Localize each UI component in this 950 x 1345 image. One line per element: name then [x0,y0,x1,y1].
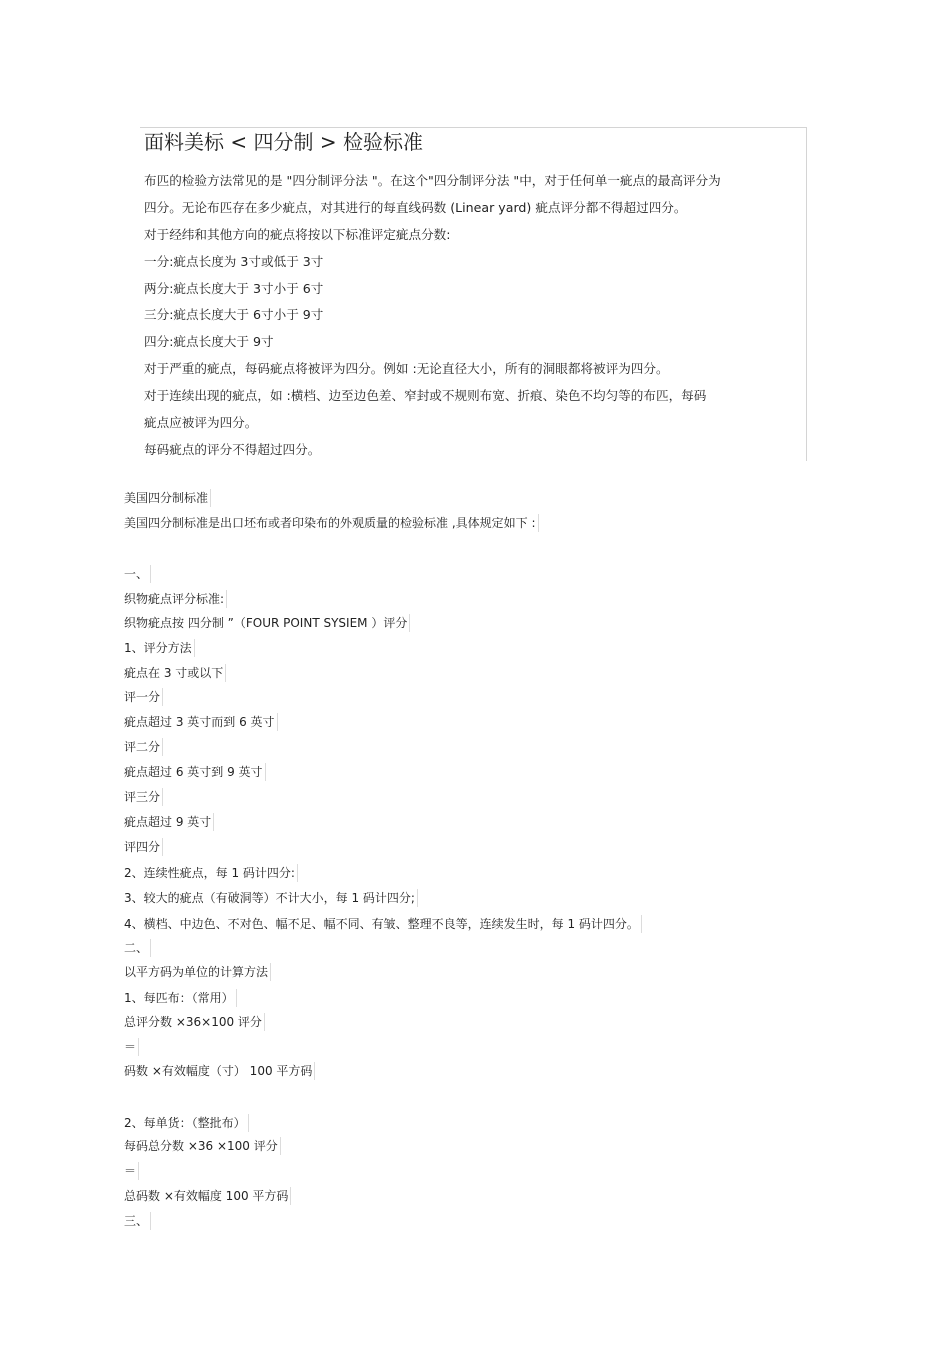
intro-line: 两分:疵点长度大于 3寸小于 6寸 [144,281,324,296]
intro-line: 布匹的检验方法常见的是 "四分制评分法 "。在这个"四分制评分法 "中，对于任何单一疵点的最高评分为 [144,173,721,188]
intro-line: 三分:疵点长度大于 6寸小于 9寸 [144,307,324,322]
intro-line: 对于经纬和其他方向的疵点将按以下标准评定疵点分数: [144,227,451,242]
text-line: 织物疵点评分标准: [124,590,227,608]
section-heading: 美国四分制标准 [124,489,211,507]
text-line: 评四分 [124,838,163,856]
section-number: 二、 [124,939,151,957]
formula-denominator: 码数 ×有效幅度（寸） 100 平方码 [124,1062,315,1080]
intro-line: 一分:疵点长度为 3寸或低于 3寸 [144,254,324,269]
text-line: 3、较大的疵点（有破洞等）不计大小，每 1 码计四分; [124,889,418,907]
intro-line: 四分:疵点长度大于 9寸 [144,334,274,349]
intro-line: 每码疵点的评分不得超过四分。 [144,442,321,457]
formula-equals: ＝ [124,1162,139,1180]
text-line: 2、每单货：（整批布） [124,1114,249,1132]
text-line: 美国四分制标准是出口坯布或者印染布的外观质量的检验标准 ,具体规定如下 : [124,514,539,532]
intro-line: 对于连续出现的疵点，如 :横档、边至边色差、窄封或不规则布宽、折痕、染色不均匀等的布匹，每码 [144,388,707,403]
text-line: 疵点超过 3 英寸而到 6 英寸 [124,713,278,731]
formula-denominator: 总码数 ×有效幅度 100 平方码 [124,1187,291,1205]
text-line: 1、评分方法 [124,639,195,657]
text-line: 疵点在 3 寸或以下 [124,664,226,682]
text-line: 4、横档、中边色、不对色、幅不足、幅不同、有皱、整理不良等，连续发生时，每 1 码计四分。 [124,915,642,933]
formula-numerator: 每码总分数 ×36 ×100 评分 [124,1137,281,1155]
intro-line: 对于严重的疵点，每码疵点将被评为四分。例如 :无论直径大小，所有的洞眼都将被评为四分。 [144,361,669,376]
text-line: 以平方码为单位的计算方法 [124,963,271,981]
text-line: 2、连续性疵点，每 1 码计四分: [124,864,298,882]
page-title: 面料美标 < 四分制 > 检验标准 [144,130,423,154]
text-line: 织物疵点按 四分制 ”（FOUR POINT SYSIEM ）评分 [124,614,410,632]
text-line: 1、每匹布：（常用） [124,989,237,1007]
text-line: 评二分 [124,738,163,756]
section-number: 一、 [124,565,151,583]
text-line: 疵点超过 9 英寸 [124,813,214,831]
text-line: 疵点超过 6 英寸到 9 英寸 [124,763,266,781]
text-line: 评三分 [124,788,163,806]
section-number: 三、 [124,1212,151,1230]
intro-line: 四分。无论布匹存在多少疵点，对其进行的每直线码数 (Linear yard) 疵点评分都不得超过四分。 [144,200,687,215]
formula-equals: ＝ [124,1038,139,1056]
text-line: 评一分 [124,688,163,706]
intro-line: 疵点应被评为四分。 [144,415,258,430]
formula-numerator: 总评分数 ×36×100 评分 [124,1013,265,1031]
